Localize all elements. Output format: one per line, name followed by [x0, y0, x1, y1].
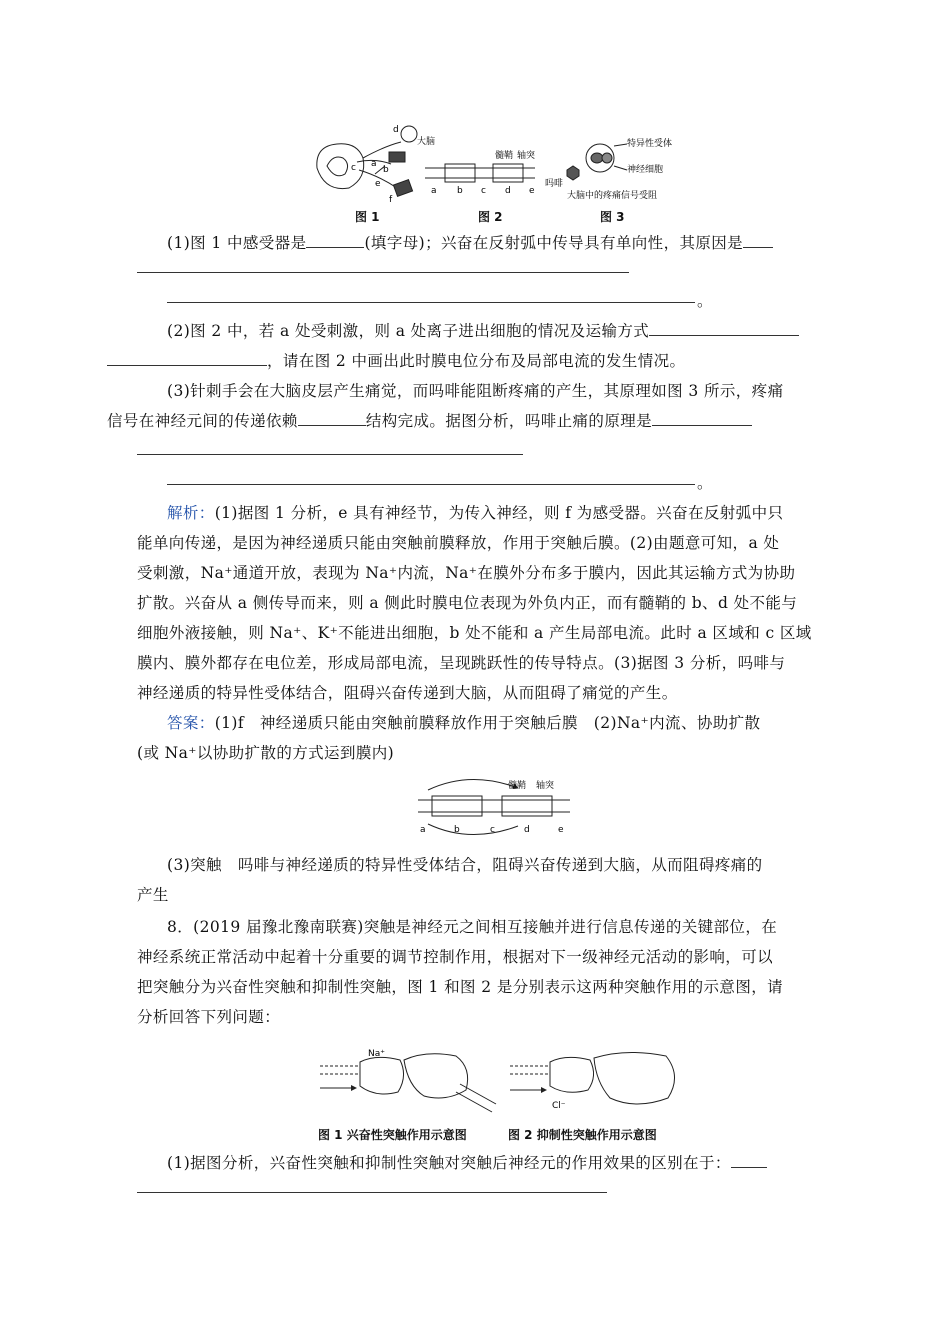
- answer-label: 答案：: [167, 714, 215, 732]
- fig2-axon: [425, 164, 535, 182]
- fig1-letter-a: a: [371, 159, 377, 169]
- answer-fig-label-axon: 轴突: [536, 781, 555, 791]
- question-1: (1)图 1 中感受器是 (填字母)；兴奋在反射弧中传导具有单向性，其原因是: [137, 228, 817, 258]
- question-3: (3)针刺手会在大脑皮层产生痛觉，而吗啡能阻断疼痛的产生，其原理如图 3 所示，疼痛 信号在神经元间的传递依赖 结构完成。据图分析，吗啡止痛的原理是: [107, 382, 784, 430]
- q3-blank-1[interactable]: [298, 424, 366, 426]
- fig1-reflex-arc: [317, 126, 417, 196]
- fig2-letter-b: b: [457, 186, 463, 196]
- answer-fig-letter-b: b: [454, 825, 460, 835]
- answer-fig-letter-a: a: [420, 825, 426, 835]
- fig3-synapse: [567, 144, 627, 180]
- fig1-letter-f: f: [389, 195, 393, 205]
- analysis-block: 解析：(1)据图 1 分析，e 具有神经节，为传入神经，则 f 为感受器。兴奋在反射弧中只 能单向传递，是因为神经递质只能由突触前膜释放，作用于突触后膜。(2)由题意可知，a 处 受刺激，Na⁺通道开放，表现为 Na⁺内流，Na⁺在膜外分布多于膜内，因此其运输方式为协助 扩散。兴奋从 a 侧传导而来，则 a 侧此时膜电位表现为外负内正，而有髓鞘的 b、d 处不能与 细胞外液接触，则 Na⁺、K⁺不能进出细胞，b 处不能和 a 产生局部电流。此时 a 区域和 c 区域 膜内、膜外都存在电位差，形成局部电流，呈现跳跃性的传导特点。(3)据图 3 分析，吗啡与 神经递质的特异性受体结合，阻碍兴奋传递到大脑，从而阻碍了痛觉的产生。: [137, 504, 812, 702]
- fig1-letter-b: b: [383, 165, 389, 175]
- fig3-label-morphine: 吗啡: [545, 179, 564, 189]
- answer-fig-letter-d: d: [524, 825, 530, 835]
- fig1-letter-c: c: [351, 163, 356, 173]
- synapse-figure: [316, 1046, 696, 1136]
- fig3-label-receptor: 特异性受体: [627, 139, 673, 149]
- q3-answer-line-2[interactable]: [167, 484, 695, 485]
- q8-1-blank[interactable]: [731, 1166, 767, 1168]
- q1-blank-1[interactable]: [306, 246, 364, 248]
- q2-blank-1[interactable]: [649, 334, 799, 336]
- answer-block-2: (3)突触 吗啡与神经递质的特异性受体结合，阻碍兴奋传递到大脑，从而阻碍疼痛的 产生: [137, 856, 763, 904]
- fig2-letter-e: e: [529, 186, 535, 196]
- answer-fig-letter-c: c: [490, 825, 495, 835]
- q3-end-period: 。: [697, 474, 713, 492]
- fig3-label-neuron: 神经细胞: [627, 165, 664, 175]
- question-8-1: (1)据图分析，兴奋性突触和抑制性突触对突触后神经元的作用效果的区别在于：: [137, 1148, 817, 1178]
- fig2-label-myelin: 髓鞘: [495, 151, 514, 161]
- fig2-letter-c: c: [481, 186, 486, 196]
- fig3-caption: 图 3: [600, 210, 625, 224]
- excitatory-synapse: [320, 1054, 496, 1112]
- synapse-fig2-caption: 图 2 抑制性突触作用示意图: [508, 1128, 657, 1142]
- fig1-caption: 图 1: [355, 210, 380, 224]
- q1-blank-2[interactable]: [743, 246, 773, 248]
- fig2-letter-a: a: [431, 186, 437, 196]
- fig1-letter-d: d: [393, 125, 399, 135]
- answer-fig-label-myelin: 髓鞘: [508, 781, 527, 791]
- q8-1-answer-line[interactable]: [137, 1192, 607, 1193]
- top-figure: [305, 118, 705, 213]
- question-8: 8．(2019 届豫北豫南联赛)突触是神经元之间相互接触并进行信息传递的关键部位，在 神经系统正常活动中起着十分重要的调节控制作用，根据对下一级神经元活动的影响，可以 把突触分为兴奋性突触和抑制性突触，图 1 和图 2 是分别表示这两种突触作用的示意图，请 分析回答下列问题：: [137, 918, 784, 1026]
- fig3-label-blocked: 大脑中的疼痛信号受阻: [567, 191, 658, 201]
- fig2-label-axon: 轴突: [517, 151, 536, 161]
- synapse-fig1-caption: 图 1 兴奋性突触作用示意图: [318, 1128, 467, 1142]
- inhibitory-synapse: [510, 1052, 675, 1104]
- q3-answer-line-1[interactable]: [137, 454, 523, 455]
- answer-block: 答案：(1)f 神经递质只能由突触前膜释放作用于突触后膜 (2)Na⁺内流、协助扩散 (或 Na⁺以协助扩散的方式运到膜内): [137, 714, 761, 762]
- fig2-letter-d: d: [505, 186, 511, 196]
- q1-end-period: 。: [697, 292, 713, 310]
- ion-cl: Cl⁻: [552, 1101, 566, 1111]
- q1-answer-line-2[interactable]: [167, 302, 695, 303]
- fig2-caption: 图 2: [478, 210, 503, 224]
- q3-blank-2[interactable]: [652, 424, 752, 426]
- q1-answer-line-1[interactable]: [137, 272, 629, 273]
- answer-figure: [410, 772, 580, 842]
- question-2: (2)图 2 中，若 a 处受刺激，则 a 处离子进出细胞的情况及运输方式 ，请在图 2 中画出此时膜电位分布及局部电流的发生情况。: [137, 316, 817, 376]
- analysis-label: 解析：: [167, 504, 215, 522]
- fig1-brain-label: 大脑: [417, 137, 436, 147]
- fig1-letter-e: e: [375, 179, 381, 189]
- ion-na: Na⁺: [368, 1049, 385, 1059]
- answer-fig-letter-e: e: [558, 825, 564, 835]
- q2-blank-2[interactable]: [107, 364, 267, 366]
